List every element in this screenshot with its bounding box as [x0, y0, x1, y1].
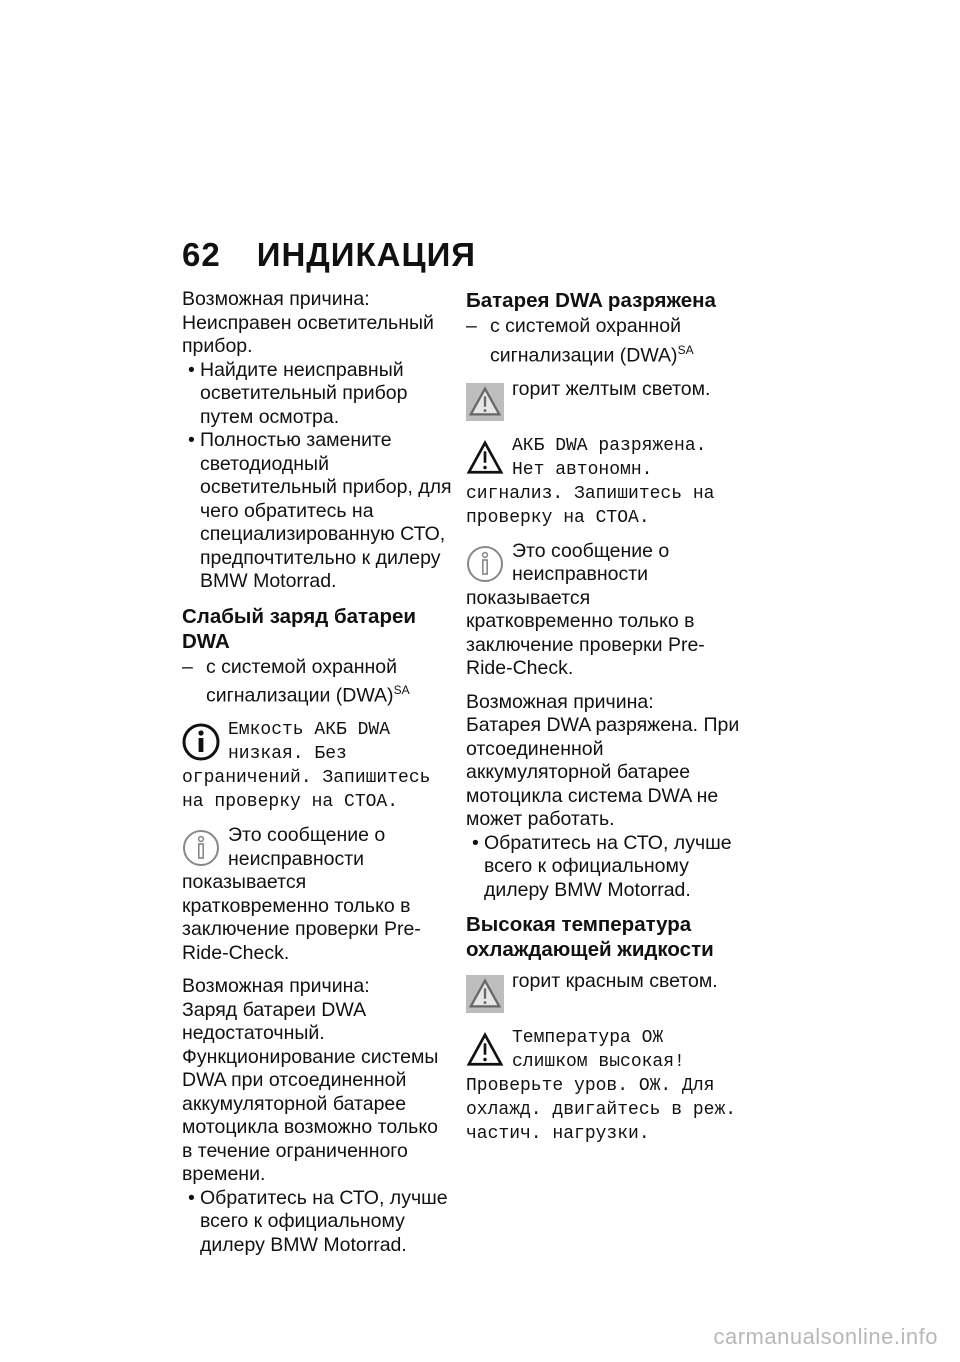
watermark: carmanualsonline.info — [713, 1324, 938, 1349]
warning-light-text: горит красным светом. — [512, 970, 718, 992]
equipment-note: – с системой охранной сигнализации (DWA)$^{SA}$ — [182, 655, 410, 707]
warning-triangle-icon — [466, 436, 504, 480]
equipment-note-text: с системой охранной сигнализации (DWA) — [490, 315, 682, 366]
bullet-item: • Найдите неисправный осветительный прибор путем осмотра. — [182, 359, 452, 430]
sa-superscript: SA — [393, 683, 410, 697]
cause-label: Возможная причина: — [466, 690, 654, 713]
info-note-box — [182, 824, 452, 965]
cause-text: Батарея DWA разряжена. При отсоединенной аккумуляторной батарее мотоцикла система DWA не может работать. — [466, 714, 740, 830]
bullet-item: • Полностью замените светодиодный осветительный прибор, для чего обратитесь на специализированную СТО, предпочтительно к дилеру BMW Motorrad. — [182, 429, 452, 594]
display-message-text: Емкость АКБ DWA низкая. Без ограничений. Запишитесь на проверку на СТОА. — [182, 720, 431, 812]
info-icon — [182, 826, 220, 870]
cause-label: Возможная причина: — [182, 288, 370, 310]
warning-light-box — [466, 378, 742, 424]
display-message-box — [466, 1026, 742, 1146]
left-column — [182, 288, 452, 1257]
info-note-text: Это сообщение о неисправности показывается кратковременно только в заключение проверки Pre-Ride-Check. — [182, 824, 421, 964]
warning-triangle-icon — [466, 972, 504, 1016]
right-column — [466, 288, 742, 1156]
page-title: ИНДИКАЦИЯ — [256, 236, 477, 273]
info-note-text: Это сообщение о неисправности показывается кратковременно только в заключение проверки Pre-Ride-Check. — [466, 539, 705, 679]
info-icon — [182, 720, 220, 764]
warning-triangle-icon — [466, 1028, 504, 1072]
section-heading-low-dwa-battery: Слабый заряд батареи DWA — [182, 604, 416, 653]
warning-light-text: горит желтым светом. — [512, 377, 711, 400]
info-note-box — [466, 540, 742, 681]
display-message-text: АКБ DWA разряжена. Нет автономн. сигнализ. Запишитесь на проверку на СТОА. — [466, 435, 715, 528]
section-heading-dwa-battery-empty: Батарея DWA разряжена — [466, 289, 716, 312]
warning-light-box — [466, 970, 742, 1016]
sa-superscript: SA — [677, 342, 694, 357]
page-number: 62 — [182, 236, 221, 273]
display-message-box — [182, 718, 452, 814]
equipment-note-text: с системой охранной сигнализации (DWA) — [206, 655, 398, 707]
section-heading-coolant-temp: Высокая температура охлаждающей жидкости — [466, 913, 714, 961]
display-message-box — [466, 434, 742, 530]
cause-text: Заряд батареи DWA недостаточный. Функционирование системы DWA при отсоединенной аккумуляторной батарее мотоцикла возможно только в течение ограниченного времени. — [182, 998, 439, 1185]
cause-text: Неисправен осветительный прибор. — [182, 311, 434, 357]
bullet-item: • Обратитесь на СТО, лучше всего к официальному дилеру BMW Motorrad. — [466, 832, 742, 903]
warning-triangle-icon — [466, 380, 504, 424]
bullet-item: • Обратитесь на СТО, лучше всего к официальному дилеру BMW Motorrad. — [182, 1187, 452, 1258]
display-message-text: Температура ОЖ слишком высокая! Проверьте уров. ОЖ. Для охлажд. двигайтесь в реж. частич. нагрузки. — [466, 1028, 737, 1144]
page-header — [182, 236, 476, 274]
cause-label: Возможная причина: — [182, 975, 370, 997]
equipment-note: – с системой охранной сигнализации (DWA)$^{SA}$ — [466, 315, 694, 366]
info-icon — [466, 542, 504, 586]
